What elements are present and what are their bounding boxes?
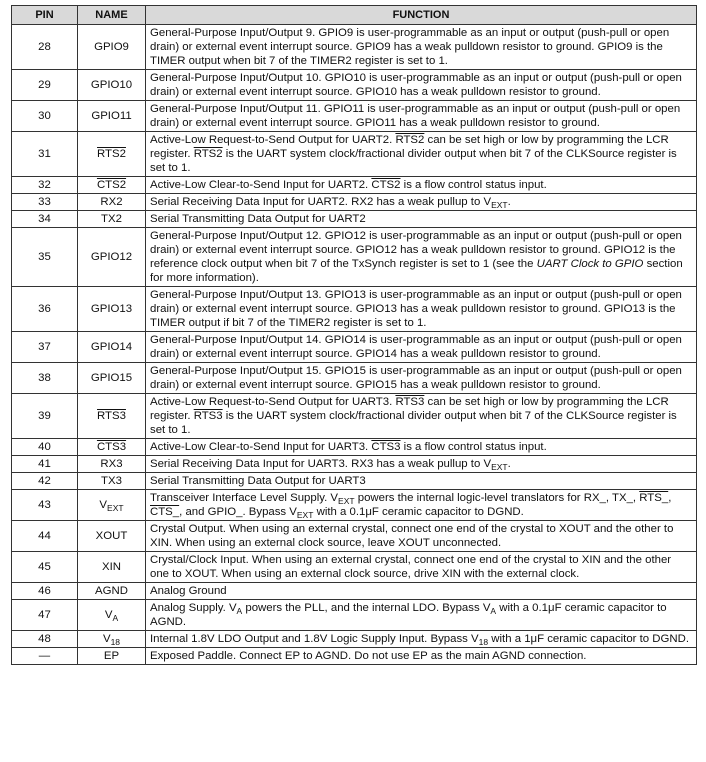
pin-function xyxy=(146,132,697,177)
pin-name xyxy=(78,648,146,665)
pin-number: 34 xyxy=(12,211,78,228)
pin-function xyxy=(146,394,697,439)
text-run: GPIO11 xyxy=(91,110,132,122)
pin-number: 30 xyxy=(12,101,78,132)
text-run: GPIO12 xyxy=(90,251,133,263)
text-run: Serial Transmitting Data Output for UART2 xyxy=(150,213,366,225)
subscript: EXT xyxy=(491,462,508,472)
text-run: Analog Ground xyxy=(150,585,227,597)
text-run: General-Purpose Input/Output 10. GPIO10 is user-programmable as an input or output (push-pull or open drain) or external event interrupt source. GPIO10 has a weak pulldown resistor to ground. xyxy=(150,72,682,98)
text-run: is a flow control status input. xyxy=(400,179,547,191)
text-run: is the UART system clock/fractional divider output when bit 7 of the CLKSource register is set to 1. xyxy=(150,148,677,174)
text-run: General-Purpose Input/Output 11. GPIO11 is user-programmable as an input or output (push-pull or open drain) or external event interrupt source. GPIO11 has a weak pulldown resistor to ground. xyxy=(150,103,681,129)
pin-name xyxy=(78,211,146,228)
pin-description-table xyxy=(11,5,697,665)
text-run: V xyxy=(102,633,111,645)
text-run: powers the PLL, and the internal LDO. Bypass V xyxy=(242,602,491,614)
pin-name xyxy=(78,228,146,287)
pin-number: 39 xyxy=(12,394,78,439)
header-row xyxy=(12,6,697,25)
text-run: with a 1μF ceramic capacitor to DGND. xyxy=(488,633,690,645)
active-low-signal: RTS3 xyxy=(97,410,126,422)
text-run: V xyxy=(99,499,108,511)
active-low-signal: RTS2 xyxy=(395,134,425,146)
text-run: Active-Low Clear-to-Send Input for UART2. xyxy=(150,179,372,191)
pin-name xyxy=(78,552,146,583)
text-run: is the UART system clock/fractional divider output when bit 7 of the CLKSource register is set to 1. xyxy=(150,410,677,436)
text-run: Transceiver Interface Level Supply. V xyxy=(150,492,339,504)
table-row xyxy=(12,648,697,665)
subscript: EXT xyxy=(296,510,314,520)
pin-number: 43 xyxy=(12,490,78,521)
pin-name xyxy=(78,521,146,552)
active-low-signal: CTS_ xyxy=(150,506,180,518)
pin-number: 42 xyxy=(12,473,78,490)
pin-function xyxy=(146,490,697,521)
table-row xyxy=(12,228,697,287)
subscript: A xyxy=(490,606,497,616)
text-run: RX2 xyxy=(100,196,123,208)
active-low-signal: CTS2 xyxy=(371,179,401,191)
table-row xyxy=(12,211,697,228)
text-run: RX3 xyxy=(100,458,123,470)
pin-number: 46 xyxy=(12,583,78,600)
pin-name xyxy=(78,194,146,211)
table-row xyxy=(12,287,697,332)
pin-name xyxy=(78,490,146,521)
table-row xyxy=(12,439,697,456)
pin-function xyxy=(146,363,697,394)
table-row xyxy=(12,25,697,70)
pin-number: 35 xyxy=(12,228,78,287)
text-run: Analog Supply. V xyxy=(150,602,237,614)
text-run: Serial Receiving Data Input for UART2. RX2 has a weak pullup to V xyxy=(150,196,492,208)
text-run: V xyxy=(104,609,113,621)
pin-number: 31 xyxy=(12,132,78,177)
subscript: A xyxy=(112,613,119,623)
table-row xyxy=(12,394,697,439)
text-run: General-Purpose Input/Output 15. GPIO15 is user-programmable as an input or output (push-pull or open drain) or external event interrupt source. GPIO15 has a weak pulldown resistor to ground. xyxy=(150,365,682,391)
active-low-signal: CTS3 xyxy=(371,441,401,453)
pin-function xyxy=(146,600,697,631)
text-run: can be set high or low by programming the LCR register. xyxy=(150,396,669,422)
pin-function xyxy=(146,287,697,332)
pin-number: 40 xyxy=(12,439,78,456)
text-run: AGND xyxy=(95,585,128,597)
table-row xyxy=(12,70,697,101)
text-run: can be set high or low by programming the LCR register. xyxy=(150,134,669,160)
pin-function xyxy=(146,456,697,473)
pin-number: 29 xyxy=(12,70,78,101)
pin-number: 33 xyxy=(12,194,78,211)
pin-function xyxy=(146,25,697,70)
pin-function xyxy=(146,583,697,600)
text-run: . xyxy=(507,458,511,470)
pin-name xyxy=(78,177,146,194)
pin-name xyxy=(78,473,146,490)
text-run: GPIO14 xyxy=(90,341,133,353)
pin-name xyxy=(78,132,146,177)
active-low-signal: CTS2 xyxy=(96,179,127,191)
pin-number: 47 xyxy=(12,600,78,631)
text-run: Active-Low Clear-to-Send Input for UART3. xyxy=(150,441,372,453)
pin-function xyxy=(146,70,697,101)
table-row xyxy=(12,473,697,490)
text-run: section for more information). xyxy=(150,258,683,284)
text-run: GPIO13 xyxy=(90,303,133,315)
pin-number: 44 xyxy=(12,521,78,552)
pin-name xyxy=(78,583,146,600)
pin-number: 38 xyxy=(12,363,78,394)
pin-number: 37 xyxy=(12,332,78,363)
subscript: EXT xyxy=(107,503,124,513)
pin-name xyxy=(78,363,146,394)
table-row xyxy=(12,132,697,177)
subscript: 18 xyxy=(478,637,489,647)
text-run: Exposed Paddle. Connect EP to AGND. Do not use EP as the main AGND connection. xyxy=(150,650,587,662)
pin-name xyxy=(78,439,146,456)
text-run: . xyxy=(507,196,511,208)
pin-function xyxy=(146,101,697,132)
text-run: General-Purpose Input/Output 13. GPIO13 is user-programmable as an input or output (push-pull or open drain) or external event interrupt source. GPIO13 has a weak pulldown resistor to ground. GPIO13 is the TIMER output if bit 7 of the TIMER2 register is set to 1. xyxy=(150,289,682,329)
header-name: NAME xyxy=(78,6,146,25)
text-run: General-Purpose Input/Output 14. GPIO14 is user-programmable as an input or output (push-pull or open drain) or external event interrupt source. GPIO14 has a weak pulldown resistor to ground. xyxy=(150,334,682,360)
header-pin: PIN xyxy=(12,6,78,25)
pin-function xyxy=(146,648,697,665)
pin-number: 32 xyxy=(12,177,78,194)
text-run: TX2 xyxy=(101,213,122,225)
pin-number: 48 xyxy=(12,631,78,648)
text-run: General-Purpose Input/Output 9. GPIO9 is user-programmable as an input or output (push-pull or open drain) or external event interrupt source. GPIO9 has a weak pulldown resistor to ground. GPIO9 is the TIMER output when bit 7 of the TIMER2 register is set to 1. xyxy=(150,27,670,67)
table-row xyxy=(12,490,697,521)
table-row xyxy=(12,600,697,631)
pin-number: 41 xyxy=(12,456,78,473)
text-run: GPIO9 xyxy=(94,41,129,53)
table-row xyxy=(12,456,697,473)
text-run: Active-Low Request-to-Send Output for UART2. xyxy=(150,134,396,146)
active-low-signal: RTS2 xyxy=(97,148,126,160)
text-run: with a 0.1μF ceramic capacitor to AGND. xyxy=(150,602,667,628)
table-row xyxy=(12,332,697,363)
subscript: EXT xyxy=(338,496,355,506)
pin-function xyxy=(146,439,697,456)
text-run: XIN xyxy=(102,561,121,573)
text-run: , and GPIO_. Bypass V xyxy=(179,506,297,518)
subscript: EXT xyxy=(491,200,508,210)
text-run: Serial Receiving Data Input for UART3. RX3 has a weak pullup to V xyxy=(150,458,492,470)
text-run: Crystal/Clock Input. When using an external crystal, connect one end of the crystal to XIN and the other one to XOUT. When using an external clock source, drive XIN with the external clock. xyxy=(150,554,672,580)
pin-name xyxy=(78,631,146,648)
text-run: is a flow control status input. xyxy=(400,441,547,453)
pin-name xyxy=(78,287,146,332)
text-run: EP xyxy=(103,650,120,662)
pin-name xyxy=(78,394,146,439)
table-row xyxy=(12,583,697,600)
pin-number: 28 xyxy=(12,25,78,70)
text-run: GPIO10 xyxy=(90,79,133,91)
header-function: FUNCTION xyxy=(146,6,697,25)
pin-function xyxy=(146,228,697,287)
active-low-signal: RTS2 xyxy=(193,148,223,160)
pin-function xyxy=(146,473,697,490)
pin-number: 36 xyxy=(12,287,78,332)
active-low-signal: RTS3 xyxy=(395,396,425,408)
active-low-signal: CTS3 xyxy=(96,441,127,453)
pin-name xyxy=(78,101,146,132)
table-body xyxy=(12,25,697,665)
pin-name xyxy=(78,332,146,363)
active-low-signal: RTS_ xyxy=(639,492,669,504)
table-row xyxy=(12,552,697,583)
table-row xyxy=(12,521,697,552)
pin-name xyxy=(78,600,146,631)
pin-number: — xyxy=(12,648,78,665)
text-run: XOUT xyxy=(95,530,128,542)
table-row xyxy=(12,194,697,211)
text-run: with a 0.1μF ceramic capacitor to DGND. xyxy=(313,506,524,518)
subscript: A xyxy=(236,606,243,616)
pin-function xyxy=(146,177,697,194)
text-run: Serial Transmitting Data Output for UART3 xyxy=(150,475,366,487)
pin-function xyxy=(146,521,697,552)
text-run: TX3 xyxy=(101,475,122,487)
pin-function xyxy=(146,211,697,228)
active-low-signal: RTS3 xyxy=(193,410,223,422)
pin-function xyxy=(146,631,697,648)
text-run: Crystal Output. When using an external crystal, connect one end of the crystal to XOUT and the other to XIN. When using an external clock source, leave XOUT unconnected. xyxy=(150,523,674,549)
text-run: General-Purpose Input/Output 12. GPIO12 is user-programmable as an input or output (push-pull or open drain) or external event interrupt source. GPIO12 has a weak pulldown resistor to ground. GPIO12 is the reference clock output when bit 7 of the TxSynch register is set to 1 (see the xyxy=(150,230,682,270)
pin-function xyxy=(146,194,697,211)
text-run: , xyxy=(668,492,672,504)
pin-name xyxy=(78,70,146,101)
table-row xyxy=(12,101,697,132)
text-run: GPIO15 xyxy=(90,372,133,384)
table-row xyxy=(12,363,697,394)
pin-name xyxy=(78,25,146,70)
text-run: Internal 1.8V LDO Output and 1.8V Logic Supply Input. Bypass V xyxy=(150,633,479,645)
pin-function xyxy=(146,552,697,583)
pin-number: 45 xyxy=(12,552,78,583)
text-run: Active-Low Request-to-Send Output for UART3. xyxy=(150,396,396,408)
subscript: 18 xyxy=(110,637,121,647)
table-row xyxy=(12,631,697,648)
pin-name xyxy=(78,456,146,473)
pin-function xyxy=(146,332,697,363)
text-run: powers the internal logic-level translators for RX_, TX_, xyxy=(354,492,640,504)
cross-reference: UART Clock to GPIO xyxy=(536,258,644,270)
table-row xyxy=(12,177,697,194)
